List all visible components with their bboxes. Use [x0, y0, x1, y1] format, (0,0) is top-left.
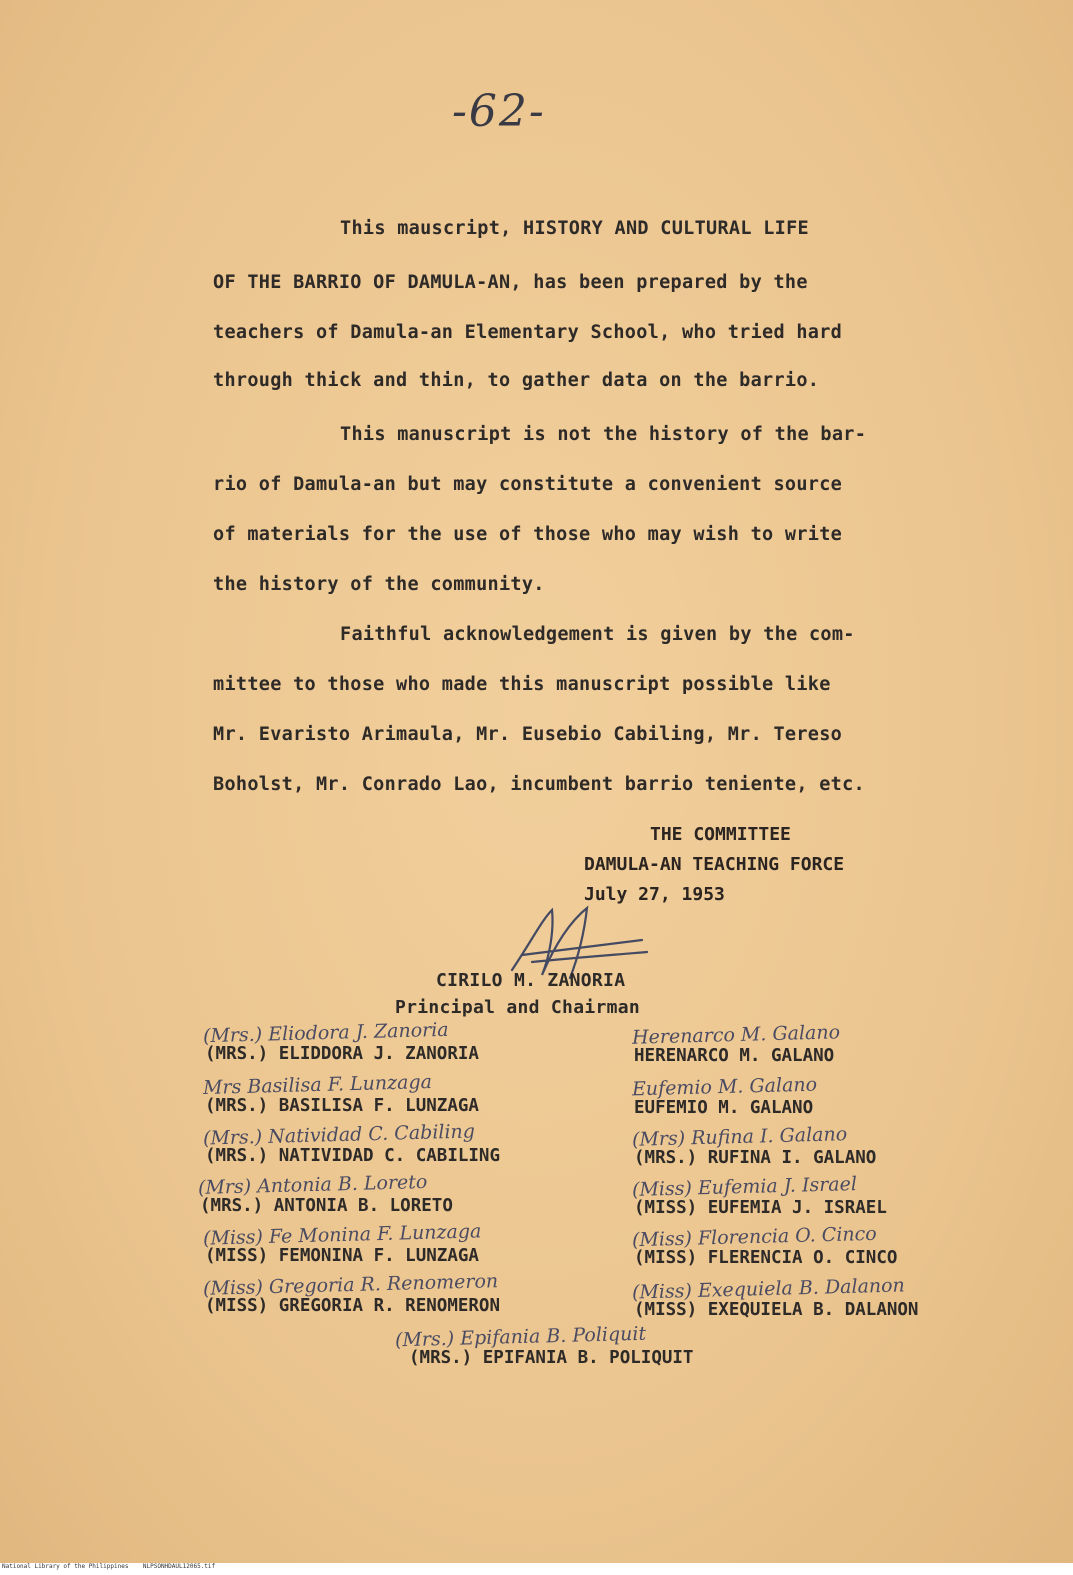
signature: (Miss) Eufemia J. Israel — [631, 1173, 858, 1201]
paragraph-3-line-3: Mr. Evaristo Arimaula, Mr. Eusebio Cabiling, Mr. Tereso — [213, 724, 843, 745]
member-left-6 — [202, 1270, 583, 1322]
paragraph-1-line-4: through thick and thin, to gather data on the barrio. — [213, 370, 820, 391]
signature: Eufemio M. Galano — [631, 1073, 818, 1101]
member-right-1 — [631, 1021, 1012, 1072]
signature: (Mrs.) Epifania B. Poliquit — [394, 1322, 647, 1352]
typed-name: (MRS.) NATIVIDAD C. CABILING — [205, 1146, 501, 1166]
chairman-name: CIRILO M. ZANORIA — [436, 970, 626, 991]
typed-name: (MISS) FLERENCIA O. CINCO — [634, 1248, 898, 1268]
typed-name: HERENARCO M. GALANO — [634, 1046, 835, 1066]
member-right-3 — [631, 1123, 1012, 1174]
typed-name: (MRS.) ELIDDORA J. ZANORIA — [205, 1044, 479, 1064]
page-number: -62- — [452, 86, 546, 137]
chairman-title: Principal and Chairman — [395, 997, 641, 1018]
committee-block — [584, 820, 844, 910]
signature: (Mrs) Antonia B. Loreto — [197, 1171, 428, 1199]
paragraph-1-line-1: This mauscript, HISTORY AND CULTURAL LIFE — [340, 218, 809, 239]
signature: (Miss) Exequiela B. Dalanon — [631, 1274, 906, 1304]
member-left-5 — [202, 1220, 583, 1272]
paragraph-3-line-4: Boholst, Mr. Conrado Lao, incumbent barrio teniente, etc. — [213, 774, 865, 795]
typed-name: (MRS.) RUFINA I. GALANO — [634, 1148, 877, 1168]
signature: (Miss) Fe Monina F. Lunzaga — [202, 1220, 482, 1250]
signature: (Miss) Gregoria R. Renomeron — [202, 1270, 499, 1300]
typed-name: (MISS) EUFEMIA J. ISRAEL — [634, 1198, 887, 1218]
committee-title: THE COMMITTEE — [650, 824, 791, 845]
paragraph-3-line-2: mittee to those who made this manuscript possible like — [213, 674, 831, 695]
paragraph-3-line-1: Faithful acknowledgement is given by the com- — [340, 624, 855, 645]
typed-name: (MRS.) ANTONIA B. LORETO — [200, 1196, 453, 1216]
member-right-5 — [631, 1222, 1012, 1274]
member-right-6 — [631, 1274, 1012, 1326]
typed-name: (MISS) EXEQUIELA B. DALANON — [634, 1300, 919, 1320]
member-right-4 — [631, 1173, 1012, 1224]
signature: Mrs Basilisa F. Lunzaga — [202, 1071, 433, 1099]
member-bottom — [394, 1322, 775, 1374]
typed-name: (MRS.) EPIFANIA B. POLIQUIT — [409, 1348, 694, 1368]
committee-group: DAMULA-AN TEACHING FORCE — [584, 854, 845, 875]
signature: Herenarco M. Galano — [631, 1021, 841, 1049]
scan-footer: National Library of the Philippines NLPSONHDAUL12065.tif — [0, 1563, 1073, 1575]
typed-name: (MISS) FEMONINA F. LUNZAGA — [205, 1246, 479, 1266]
signature: (Mrs) Rufina I. Galano — [631, 1123, 848, 1151]
member-left-4 — [197, 1171, 578, 1222]
member-left-2 — [202, 1071, 583, 1122]
typed-name: (MRS.) BASILISA F. LUNZAGA — [205, 1096, 479, 1116]
signature: (Miss) Florencia O. Cinco — [631, 1222, 877, 1252]
paragraph-2-line-4: the history of the community. — [213, 574, 545, 595]
paragraph-2-line-1: This manuscript is not the history of the bar- — [340, 424, 867, 445]
typed-name: (MISS) GREGORIA R. RENOMERON — [205, 1296, 501, 1316]
paragraph-2-line-2: rio of Damula-an but may constitute a convenient source — [213, 474, 843, 495]
member-left-1 — [202, 1018, 583, 1070]
typed-name: EUFEMIO M. GALANO — [634, 1098, 814, 1118]
member-right-2 — [631, 1073, 1012, 1124]
paragraph-1-line-2: OF THE BARRIO OF DAMULA-AN, has been prepared by the — [213, 272, 808, 293]
paragraph-2-line-3: of materials for the use of those who may wish to write — [213, 524, 843, 545]
paragraph-1-line-3: teachers of Damula-an Elementary School, who tried hard — [213, 322, 843, 343]
signature: (Mrs.) Eliodora J. Zanoria — [202, 1018, 449, 1048]
committee-date: July 27, 1953 — [584, 884, 725, 905]
signature: (Mrs.) Natividad C. Cabiling — [202, 1120, 476, 1150]
member-left-3 — [202, 1120, 583, 1172]
